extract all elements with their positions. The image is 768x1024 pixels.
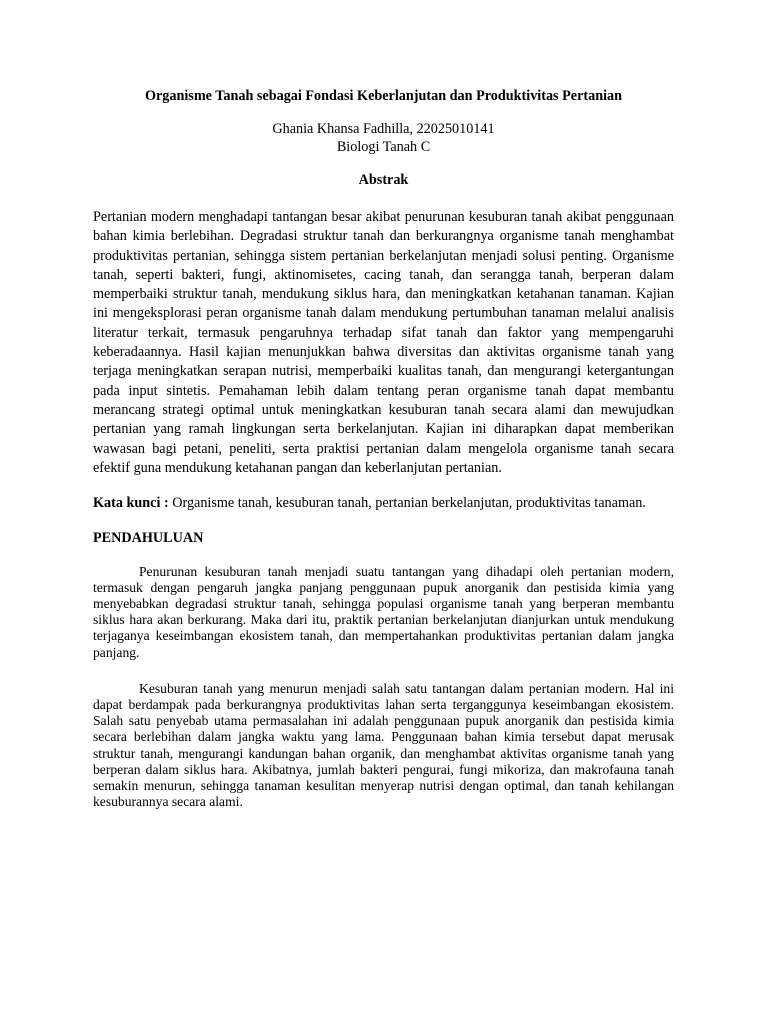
author-line: Ghania Khansa Fadhilla, 22025010141 bbox=[272, 121, 495, 137]
document-title: Organisme Tanah sebagai Fondasi Keberlanjutan dan Produktivitas Pertanian bbox=[144, 88, 623, 104]
course-line: Biologi Tanah C bbox=[336, 139, 431, 155]
abstract-heading: Abstrak bbox=[358, 172, 409, 188]
document-page bbox=[93, 87, 674, 811]
keywords-text: Organisme tanah, kesuburan tanah, pertanian berkelanjutan, produktivitas tanaman. bbox=[168, 495, 646, 512]
abstract-body: Pertanian modern menghadapi tantangan besar akibat penurunan kesuburan tanah akibat penggunaan bahan kimia berlebihan. Degradasi struktur tanah dan berkurangnya organisme tanah menghambat produktivitas pertanian, sehingga sistem pertanian berkelanjutan menjadi solusi penting. Organisme tanah, seperti bakteri, fungi, aktinomisetes, cacing tanah, dan serangga tanah, berperan dalam memperbaiki struktur tanah, mendukung siklus hara, dan meningkatkan ketahanan tanaman. Kajian ini mengeksplorasi peran organisme tanah dalam mendukung pertumbuhan tanaman melalui analisis literatur terkait, termasuk pengaruhnya terhadap sifat tanah dan faktor yang mempengaruhi keberadaannya. Hasil kajian menunjukkan bahwa diversitas dan aktivitas organisme tanah yang terjaga meningkatkan serapan nutrisi, memperbaiki kualitas tanah, dan mengurangi ketergantungan pada input sintetis. Pemahaman lebih dalam tentang peran organisme tanah dapat membantu merancang strategi optimal untuk meningkatkan kesuburan tanah secara alami dan mewujudkan pertanian yang ramah lingkungan serta berkelanjutan. Kajian ini diharapkan dapat memberikan wawasan bagi petani, peneliti, serta praktisi pertanian dalam mengelola organisme tanah secara efektif guna mendukung ketahanan pangan dan keberlanjutan pertanian. bbox=[93, 209, 674, 476]
keywords-label: Kata kunci : bbox=[93, 495, 169, 512]
section-heading: PENDAHULUAN bbox=[93, 529, 204, 546]
body-paragraph: Penurunan kesuburan tanah menjadi suatu tantangan yang dihadapi oleh pertanian modern, termasuk dengan pengaruh jangka panjang penggunaan pupuk anorganik dan pestisida kimia yang menyebabkan degradasi struktur tanah, sehingga populasi organisme tanah yang berperan membantu siklus hara akan berkurang. Maka dari itu, praktik pertanian berkelanjutan dianjurkan untuk mendukung terjaganya keseimbangan ekosistem tanah, dan mempertahankan produktivitas pertanian dalam jangka panjang. bbox=[93, 563, 674, 660]
keywords-line bbox=[93, 494, 674, 513]
body-paragraph: Kesuburan tanah yang menurun menjadi salah satu tantangan dalam pertanian modern. Hal ini dapat berdampak pada berkurangnya produktivitas lahan serta terganggunya keseimbangan ekosistem. Salah satu penyebab utama permasalahan ini adalah penggunaan pupuk anorganik dan pestisida kimia secara berlebihan dalam jangka waktu yang lama. Penggunaan bahan kimia tersebut dapat merusak struktur tanah, mengurangi kandungan bahan organik, dan menghambat aktivitas organisme tanah yang berperan dalam siklus hara. Akibatnya, jumlah bakteri pengurai, fungi mikoriza, dan makrofauna tanah semakin menurun, sehingga tanaman kesulitan menyerap nutrisi dengan optimal, dan tanah kehilangan kesuburannya secara alami. bbox=[93, 680, 674, 810]
